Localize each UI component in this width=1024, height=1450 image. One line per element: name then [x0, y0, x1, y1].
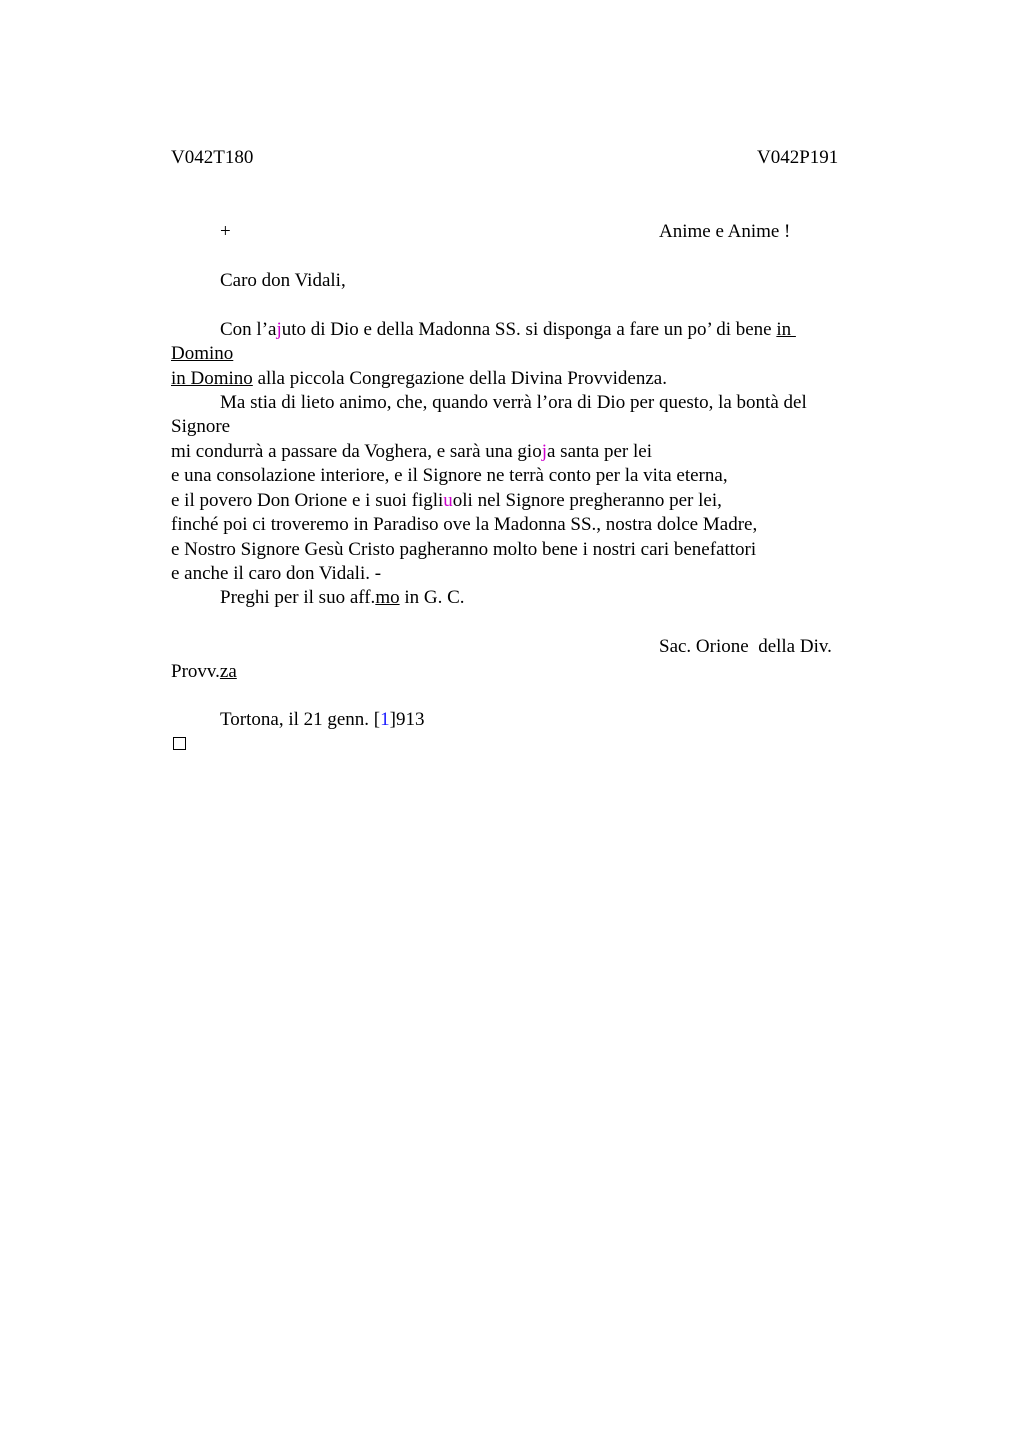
signature-line-1: Sac. Orione della Div. [659, 636, 832, 657]
editorial-insertion: 1 [380, 709, 390, 730]
text-segment: Preghi per il suo aff. [220, 587, 376, 608]
text-segment: in G. C. [399, 587, 465, 608]
underlined-text: in Domino [171, 368, 253, 389]
cross-symbol: + [220, 221, 231, 242]
end-marker-box-icon [173, 737, 186, 750]
body-line-8 [171, 489, 722, 513]
signature-line-2 [171, 660, 237, 684]
text-segment: oli nel Signore pregheranno per lei, [452, 490, 722, 511]
text-segment: e il povero Don Orione e i suoi figli [171, 490, 444, 511]
header-right-code: V042P191 [757, 147, 839, 168]
body-line-9: finché poi ci troveremo in Paradiso ove la Madonna SS., nostra dolce Madre, [171, 514, 758, 535]
text-segment: Tortona, il 21 genn. [ [220, 709, 381, 730]
text-segment: a santa per lei [547, 441, 652, 462]
text-segment: Provv. [171, 661, 220, 682]
text-segment: Con l’a [220, 319, 277, 340]
editorial-insertion: j [276, 319, 282, 340]
underlined-text: in [776, 319, 796, 340]
header-left-code: V042T180 [171, 147, 254, 168]
body-line-6 [171, 440, 652, 464]
motto: Anime e Anime ! [659, 221, 791, 242]
body-line-11: e anche il caro don Vidali. - [171, 563, 382, 584]
underlined-text: mo [375, 587, 400, 608]
body-line-3 [171, 367, 667, 391]
editorial-insertion: u [443, 490, 453, 511]
text-segment: uto di Dio e della Madonna SS. si disponga a fare un po’ di bene [281, 319, 777, 340]
underlined-text: za [219, 661, 237, 682]
body-line-5: Signore [171, 416, 231, 437]
salutation: Caro don Vidali, [220, 270, 346, 291]
editorial-insertion: j [541, 441, 547, 462]
body-line-12 [220, 586, 465, 610]
text-segment: ]913 [389, 709, 425, 730]
text-segment: mi condurrà a passare da Voghera, e sarà una gio [171, 441, 542, 462]
text-segment: alla piccola Congregazione della Divina Provvidenza. [252, 368, 667, 389]
body-line-2: Domino [171, 343, 234, 364]
body-line-4: Ma stia di lieto animo, che, quando verrà l’ora di Dio per questo, la bontà del [220, 392, 807, 413]
body-line-1 [220, 318, 796, 342]
body-line-7: e una consolazione interiore, e il Signore ne terrà conto per la vita eterna, [171, 465, 728, 486]
body-line-10: e Nostro Signore Gesù Cristo pagheranno molto bene i nostri cari benefattori [171, 539, 757, 560]
dateline [220, 708, 424, 732]
